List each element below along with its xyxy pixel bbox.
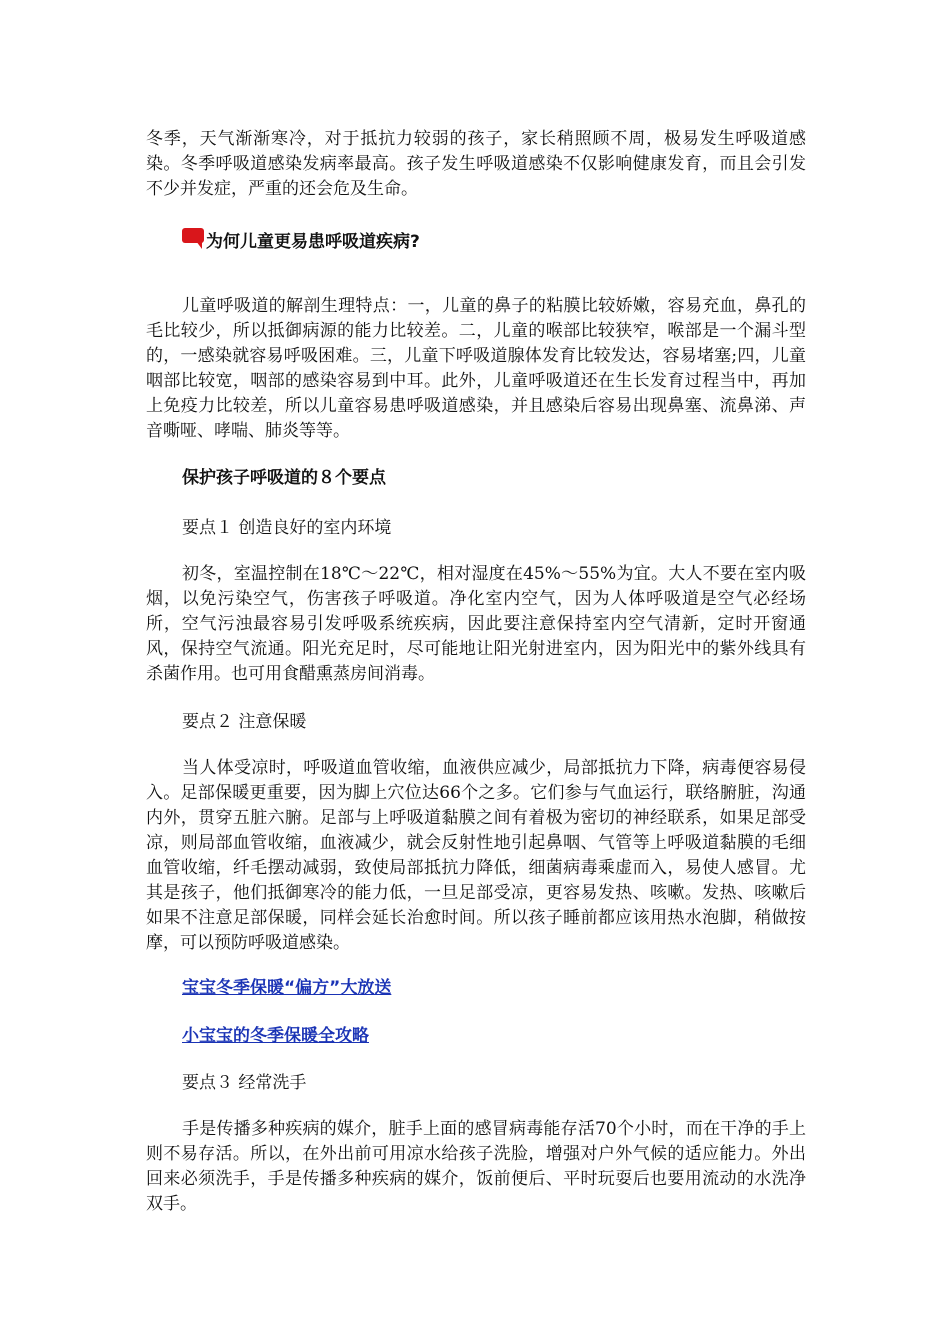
why-paragraph: 儿童呼吸道的解剖生理特点：一，儿童的鼻子的粘膜比较娇嫩，容易充血，鼻孔的毛比较少，所以抵御病源的能力比较差。二，儿童的喉部比较狭窄，喉部是一个漏斗型的，一感染就容易呼吸困难。三，儿童下呼吸道腺体发育比较发达，容易堵塞;四，儿童咽部比较宽，咽部的感染容易到中耳。此外，儿童呼吸道还在生长发育过程当中，再加上免疫力比较差，所以儿童容易患呼吸道感染，并且感染后容易出现鼻塞、流鼻涕、声音嘶哑、哮喘、肺炎等等。: [146, 296, 806, 441]
point3-paragraph: 手是传播多种疾病的媒介，脏手上面的感冒病毒能存活70个小时，而在干净的手上则不易存活。所以，在外出前可用凉水给孩子洗脸，增强对户外气候的适应能力。外出回来必须洗手，手是传播多种疾病的媒介，饭前便后、平时玩耍后也要用流动的水洗净双手。: [146, 1119, 806, 1214]
point3-title: 要点３ 经常洗手: [182, 1073, 307, 1093]
point2-paragraph: 当人体受凉时，呼吸道血管收缩，血液供应减少，局部抵抗力下降，病毒便容易侵入。足部保暖更重要，因为脚上穴位达66个之多。它们参与气血运行，联络腑脏，沟通内外，贯穿五脏六腑。足部与上呼吸道黏膜之间有着极为密切的神经联系，如果足部受凉，则局部血管收缩，血液减少，就会反射性地引起鼻咽、气管等上呼吸道黏膜的毛细血管收缩，纤毛摆动减弱，致使局部抵抗力降低，细菌病毒乘虚而入，易使人感冒。尤其是孩子，他们抵御寒冷的能力低，一旦足部受凉，更容易发热、咳嗽。发热、咳嗽后如果不注意足部保暖，同样会延长治愈时间。所以孩子睡前都应该用热水泡脚，稍做按摩，可以预防呼吸道感染。: [146, 758, 806, 953]
link-winter-warmth-remedies[interactable]: 宝宝冬季保暖“偏方”大放送: [182, 978, 392, 998]
why-heading-text: 为何儿童更易患呼吸道疾病?: [206, 232, 420, 252]
speech-bubble-icon: [182, 228, 204, 243]
points-heading: 保护孩子呼吸道的８个要点: [182, 468, 386, 488]
point2-title: 要点２ 注意保暖: [182, 712, 307, 732]
link2-line: [182, 1024, 369, 1049]
link1-line: [182, 976, 391, 1001]
point1-title: 要点１ 创造良好的室内环境: [182, 518, 392, 538]
intro-paragraph: 冬季，天气渐渐寒冷，对于抵抗力较弱的孩子，家长稍照顾不周，极易发生呼吸道感染。冬季呼吸道感染发病率最高。孩子发生呼吸道感染不仅影响健康发育，而且会引发不少并发症，严重的还会危及生命。: [146, 129, 806, 199]
link-baby-winter-warmth-guide[interactable]: 小宝宝的冬季保暖全攻略: [182, 1026, 369, 1046]
point1-paragraph: 初冬，室温控制在18℃～22℃，相对湿度在45%～55%为宜。大人不要在室内吸烟，以免污染空气，伤害孩子呼吸道。净化室内空气，因为人体呼吸道是空气必经场所，空气污浊最容易引发呼吸系统疾病，因此要注意保持室内空气清新，定时开窗通风，保持空气流通。阳光充足时，尽可能地让阳光射进室内，因为阳光中的紫外线具有杀菌作用。也可用食醋熏蒸房间消毒。: [146, 564, 806, 684]
